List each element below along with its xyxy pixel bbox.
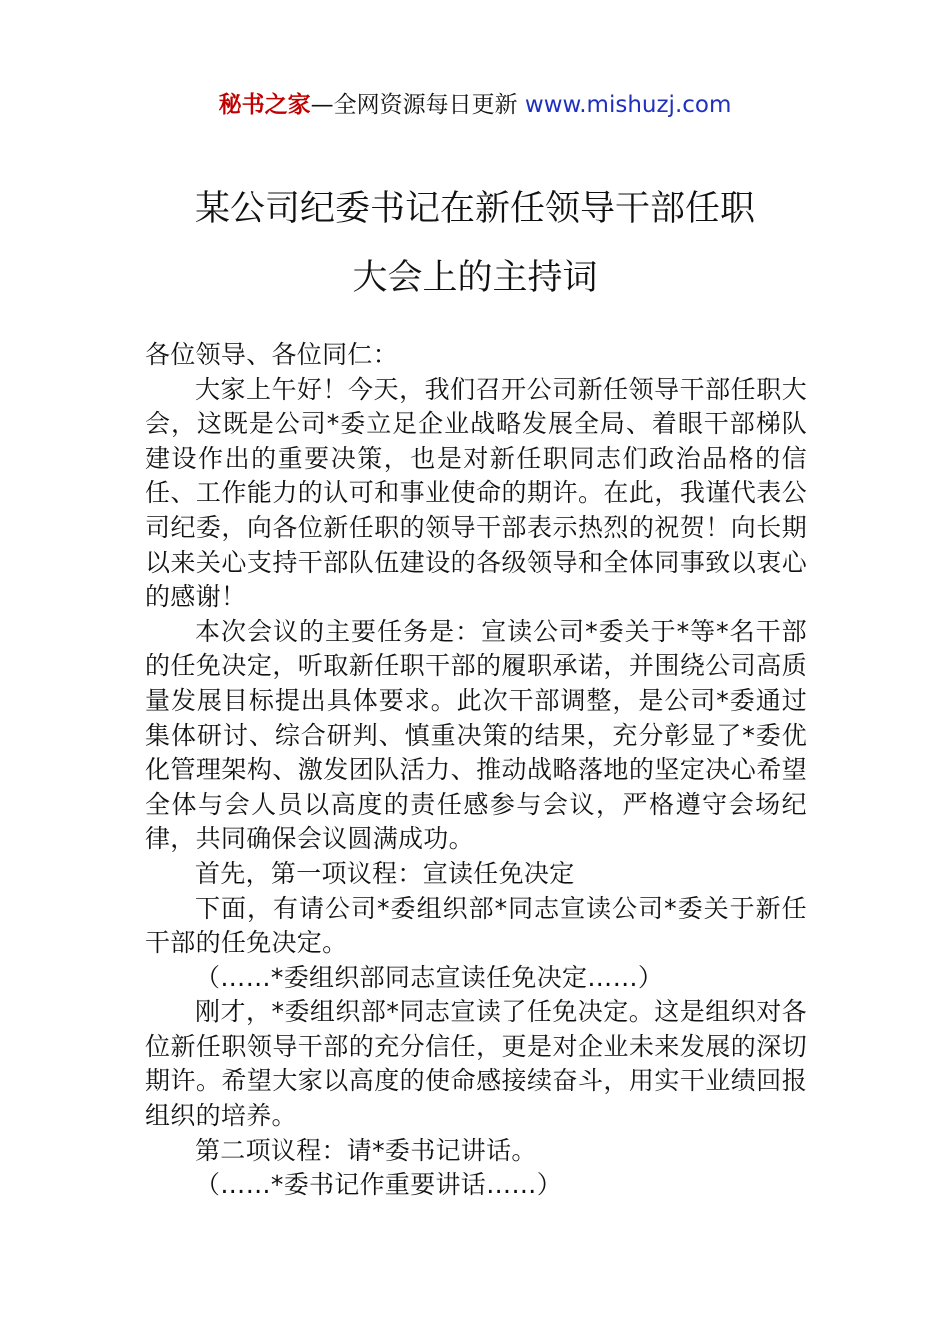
salutation: 各位领导、各位同仁： <box>145 340 399 369</box>
paragraph-stage-note-speech: （……*委书记作重要讲话……） <box>195 1170 563 1200</box>
site-url-link[interactable]: www.mishuzj.com <box>524 92 732 118</box>
paragraph-agenda-item-1: 首先，第一项议程：宣读任免决定 <box>195 858 575 888</box>
document-title-line-2: 大会上的主持词 <box>352 258 598 298</box>
site-brand: 秘书之家 <box>218 92 311 118</box>
document-title-line-1: 某公司纪委书记在新任领导干部任职 <box>194 189 755 229</box>
paragraph-meeting-tasks: 本次会议的主要任务是：宣读公司*委关于*等*名干部的任免决定，听取新任职干部的履职承诺，并围绕公司高质量发展目标提出具体要求。此次干部调整，是公司*委通过集体研讨、综合研判、慎重决策的结果，充分彰显了*委优化管理架构、激发团队活力、推动战略落地的坚定决心希望全体与会人员以高度的责任感参与会议，严格遵守会场纪律，共同确保会议圆满成功。 <box>145 616 807 854</box>
site-header <box>0 88 950 122</box>
paragraph-invite-reading: 下面，有请公司*委组织部*同志宣读公司*委关于新任干部的任免决定。 <box>145 893 807 958</box>
paragraph-agenda-item-2: 第二项议程：请*委书记讲话。 <box>195 1135 537 1165</box>
paragraph-greeting: 大家上午好！今天，我们召开公司新任领导干部任职大会，这既是公司*委立足企业战略发展全局、着眼干部梯队建设作出的重要决策，也是对新任职同志们政治品格的信任、工作能力的认可和事业使命的期许。在此，我谨代表公司纪委，向各位新任职的领导干部表示热烈的祝贺！向长期以来关心支持干部队伍建设的各级领导和全体同事致以衷心的感谢！ <box>145 374 807 612</box>
site-tagline: —全网资源每日更新 <box>310 92 518 118</box>
document-body <box>145 338 807 1203</box>
paragraph-stage-note-reading: （……*委组织部同志宣读任免决定……） <box>195 962 664 992</box>
paragraph-after-reading: 刚才，*委组织部*同志宣读了任免决定。这是组织对各位新任职领导干部的充分信任，更是对企业未来发展的深切期许。希望大家以高度的使命感接续奋斗，用实干业绩回报组织的培养。 <box>145 997 807 1131</box>
